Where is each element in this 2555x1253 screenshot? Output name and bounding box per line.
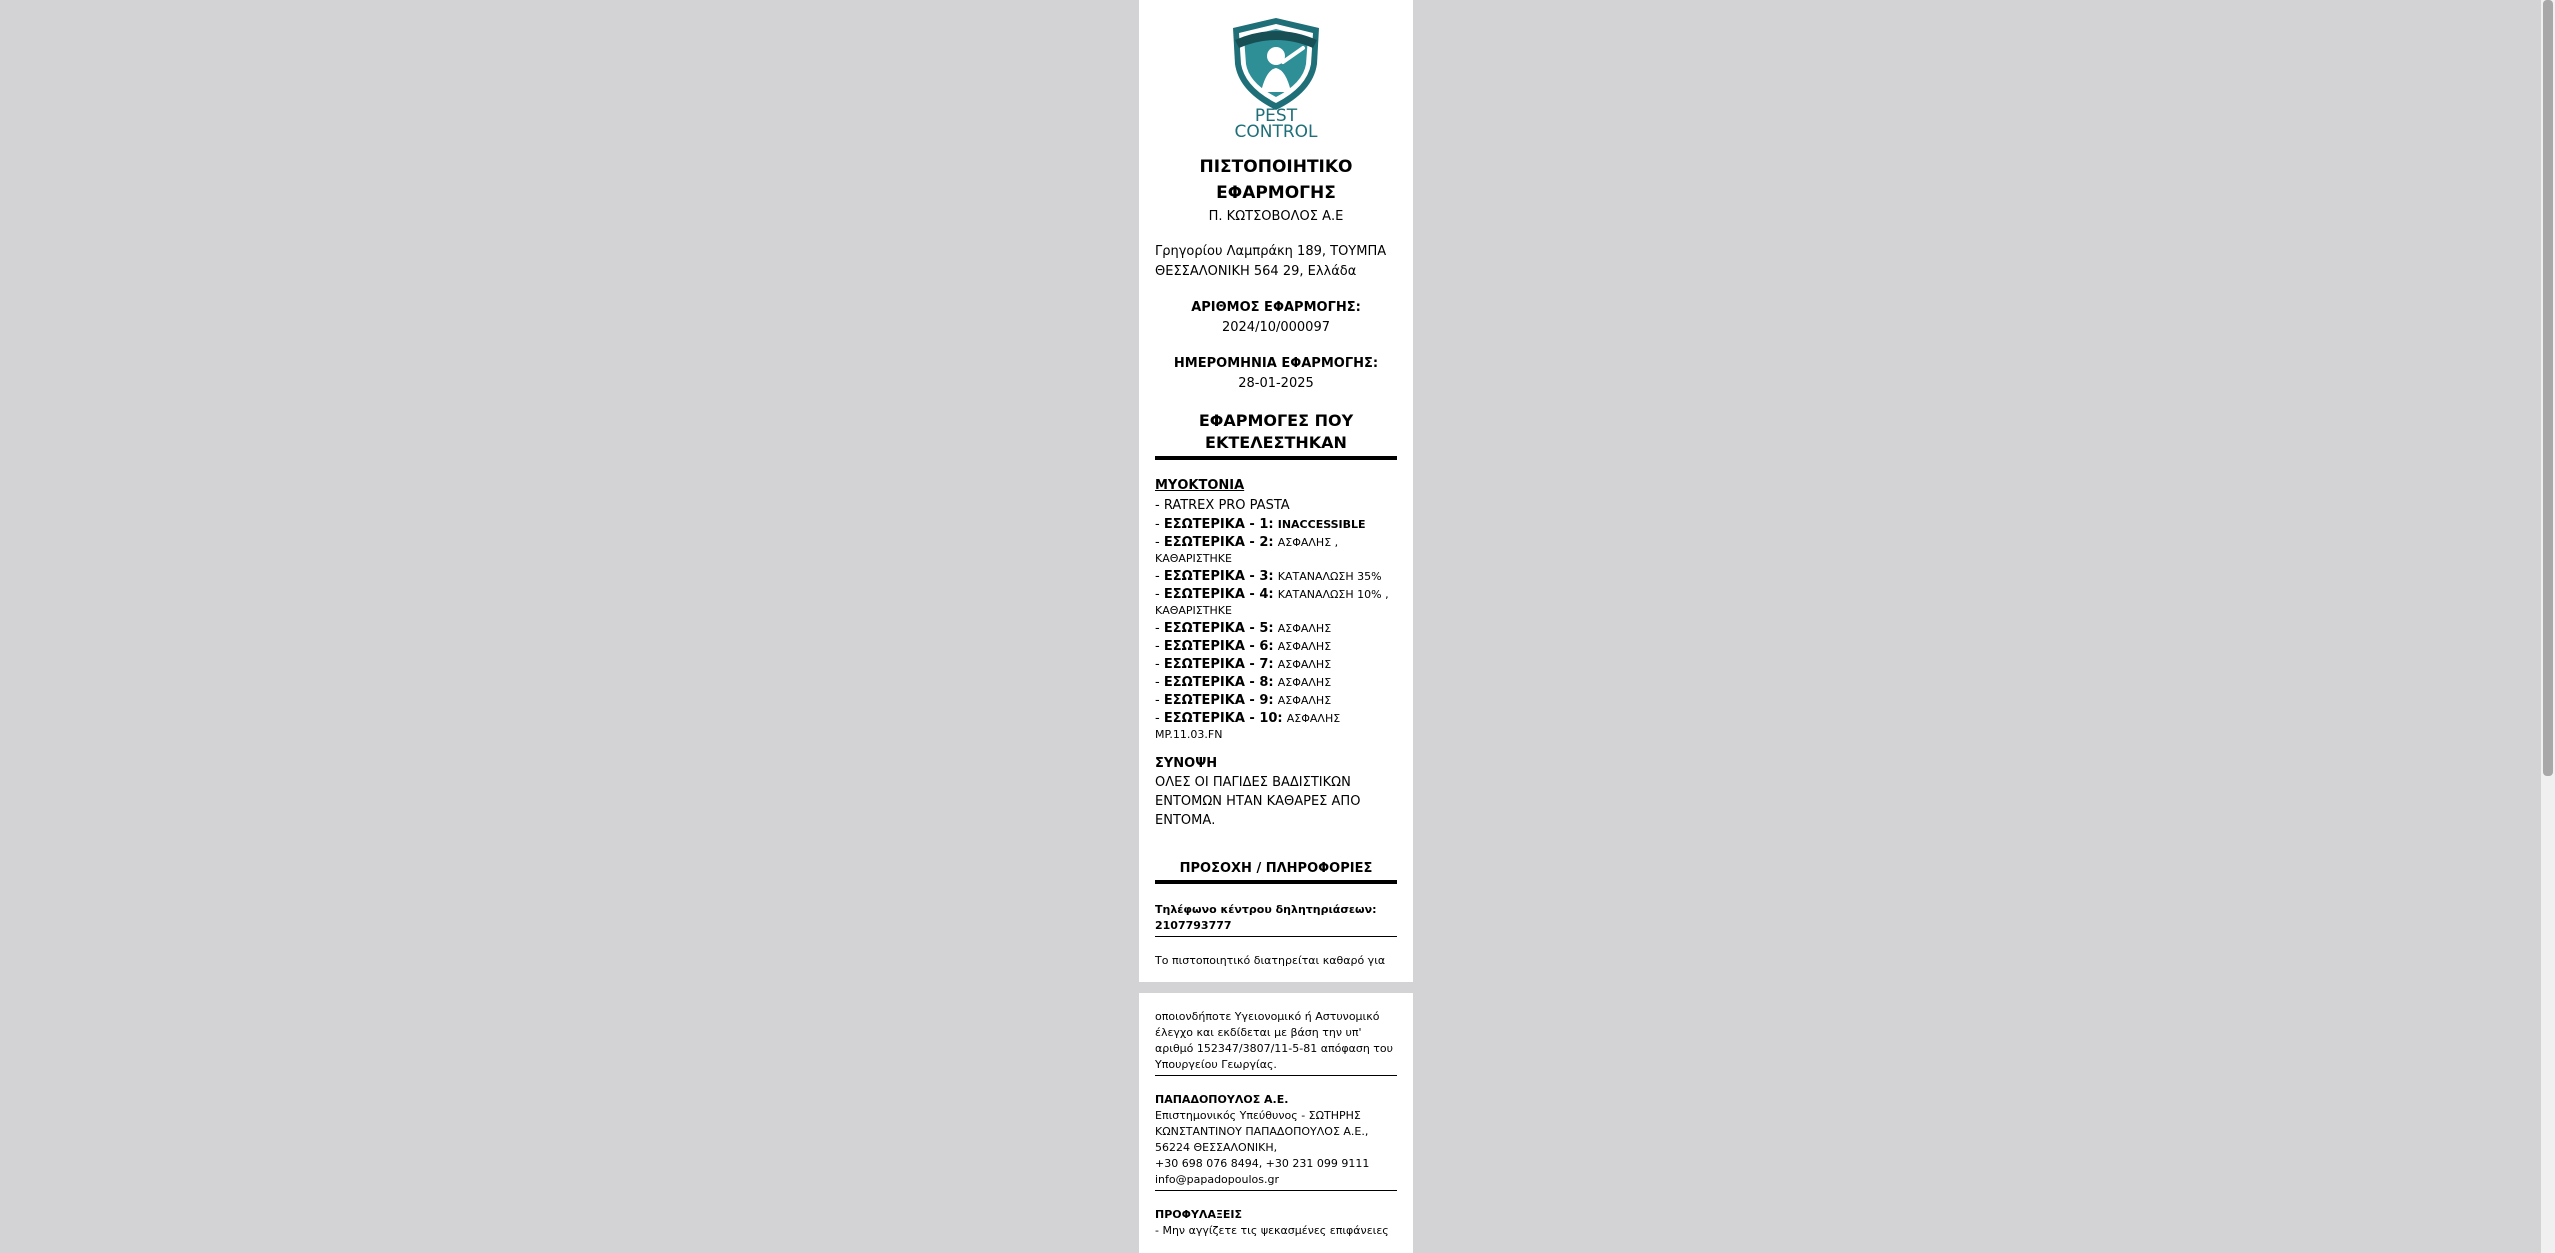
application-number: 2024/10/000097 [1221,320,1330,335]
trap-label: ΕΣΩΤΕΡΙΚΑ - 3: [1163,569,1274,584]
certificate-page-1 [1139,0,1413,982]
info-heading: ΠΡΟΣΟΧΗ / ΠΛΗΡΟΦΟΡΙΕΣ [1155,860,1397,884]
certificate-note-start: Το πιστοποιητικό διατηρείται καθαρό για [1155,954,1386,967]
trap-status: ΑΣΦΑΛΗΣ [1277,622,1332,635]
trap-item: - ΕΣΩΤΕΡΙΚΑ - 1: INACCESSIBLE [1155,517,1366,532]
trap-label: ΕΣΩΤΕΡΙΚΑ - 2: [1163,535,1274,550]
provider-name: ΠΑΠΑΔΟΠΟΥΛΟΣ Α.Ε. [1155,1093,1289,1106]
precautions-heading: ΠΡΟΦΥΛΑΞΕΙΣ [1155,1208,1243,1221]
svg-text:CONTROL: CONTROL [1234,122,1318,138]
application-number-label: ΑΡΙΘΜΟΣ ΕΦΑΡΜΟΓΗΣ: [1191,300,1361,315]
trap-status: ΚΑΤΑΝΑΛΩΣΗ 35% [1277,570,1382,583]
trap-label: ΕΣΩΤΕΡΙΚΑ - 6: [1163,639,1274,654]
trap-item: - ΕΣΩΤΕΡΙΚΑ - 6: ΑΣΦΑΛΗΣ [1155,639,1332,654]
trap-status: ΑΣΦΑΛΗΣ [1286,712,1341,725]
trap-item: - ΕΣΩΤΕΡΙΚΑ - 4: ΚΑΤΑΝΑΛΩΣΗ 10% , ΚΑΘΑΡΙΣΤΗΚΕ [1155,587,1389,617]
scrollbar[interactable] [2541,0,2555,1253]
trap-status: INACCESSIBLE [1277,518,1366,531]
trap-status: ΑΣΦΑΛΗΣ , ΚΑΘΑΡΙΣΤΗΚΕ [1155,536,1339,565]
trap-item: - ΕΣΩΤΕΡΙΚΑ - 9: ΑΣΦΑΛΗΣ [1155,693,1332,708]
provider-email[interactable]: info@papadopoulos.gr [1155,1173,1279,1186]
treatment-category: ΜΥΟΚΤΟΝΙΑ [1155,478,1245,493]
precaution-item: - Μην αγγίζετε τις ψεκασμένες επιφάνειες [1155,1224,1389,1237]
treatment-product: - RATREX PRO PASTA [1155,498,1290,513]
trap-item: - ΕΣΩΤΕΡΙΚΑ - 3: ΚΑΤΑΝΑΛΩΣΗ 35% [1155,569,1382,584]
trap-status: ΚΑΤΑΝΑΛΩΣΗ 10% , ΚΑΘΑΡΙΣΤΗΚΕ [1155,588,1389,617]
trap-status: ΑΣΦΑΛΗΣ [1277,640,1332,653]
provider-info [1155,1108,1397,1191]
trap-status: ΑΣΦΑΛΗΣ [1277,658,1332,671]
trap-label: ΕΣΩΤΕΡΙΚΑ - 4: [1163,587,1274,602]
svg-text:PEST: PEST [1254,106,1298,126]
trap-label: ΕΣΩΤΕΡΙΚΑ - 1: [1163,517,1274,532]
product-code: MP.11.03.FN [1155,728,1223,741]
certificate-page-2 [1139,993,1413,1253]
trap-status: ΑΣΦΑΛΗΣ [1277,694,1332,707]
trap-item: - ΕΣΩΤΕΡΙΚΑ - 8: ΑΣΦΑΛΗΣ [1155,675,1332,690]
applications-section-title: ΕΦΑΡΜΟΓΕΣ ΠΟΥ ΕΚΤΕΛΕΣΤΗΚΑΝ [1155,410,1397,460]
certificate-title: ΠΙΣΤΟΠΟΙΗΤΙΚΟ ΕΦΑΡΜΟΓΗΣ [1199,157,1353,203]
poison-center-phone: Τηλέφωνο κέντρου δηλητηριάσεων: 2107793777 [1155,902,1397,937]
trap-item: - ΕΣΩΤΕΡΙΚΑ - 10: ΑΣΦΑΛΗΣ [1155,711,1341,726]
provider-phones: +30 698 076 8494, +30 231 099 9111 [1155,1157,1370,1170]
provider-details: Επιστημονικός Υπεύθυνος - ΣΩΤΗΡΗΣ ΚΩΝΣΤΑΝΤΙΝΟΥ ΠΑΠΑΔΟΠΟΥΛΟΣ Α.Ε., 56224 ΘΕΣΣΑΛΟΝΙΚΗ, [1155,1109,1369,1154]
trap-label: ΕΣΩΤΕΡΙΚΑ - 7: [1163,657,1274,672]
company-name: Π. ΚΩΤΣΟΒΟΛΟΣ Α.Ε [1208,209,1344,224]
pest-control-logo [1221,14,1331,138]
summary-heading: ΣΥΝΟΨΗ [1155,756,1218,771]
trap-label: ΕΣΩΤΕΡΙΚΑ - 5: [1163,621,1274,636]
application-date: 28-01-2025 [1238,376,1314,391]
certificate-note-continued: οποιονδήποτε Υγειονομικό ή Αστυνομικό έλεγχο και εκδίδεται με βάση την υπ' αριθμό 152347/3807/11-5-81 απόφαση του Υπουργείου Γεωργίας. [1155,1009,1397,1076]
trap-label: ΕΣΩΤΕΡΙΚΑ - 10: [1163,711,1283,726]
summary-text: ΟΛΕΣ ΟΙ ΠΑΓΙΔΕΣ ΒΑΔΙΣΤΙΚΩΝ ΕΝΤΟΜΩΝ ΗΤΑΝ ΚΑΘΑΡΕΣ ΑΠΟ ΕΝΤΟΜΑ. [1155,775,1361,828]
company-address: Γρηγορίου Λαμπράκη 189, ΤΟΥΜΠΑ ΘΕΣΣΑΛΟΝΙΚΗ 564 29, Ελλάδα [1155,244,1387,279]
trap-item: - ΕΣΩΤΕΡΙΚΑ - 2: ΑΣΦΑΛΗΣ , ΚΑΘΑΡΙΣΤΗΚΕ [1155,535,1339,565]
trap-list [1155,517,1397,727]
trap-label: ΕΣΩΤΕΡΙΚΑ - 8: [1163,675,1274,690]
trap-item: - ΕΣΩΤΕΡΙΚΑ - 5: ΑΣΦΑΛΗΣ [1155,621,1332,636]
trap-status: ΑΣΦΑΛΗΣ [1277,676,1332,689]
scrollbar-thumb[interactable] [2543,0,2553,776]
trap-label: ΕΣΩΤΕΡΙΚΑ - 9: [1163,693,1274,708]
trap-item: - ΕΣΩΤΕΡΙΚΑ - 7: ΑΣΦΑΛΗΣ [1155,657,1332,672]
application-date-label: ΗΜΕΡΟΜΗΝΙΑ ΕΦΑΡΜΟΓΗΣ: [1173,356,1379,371]
